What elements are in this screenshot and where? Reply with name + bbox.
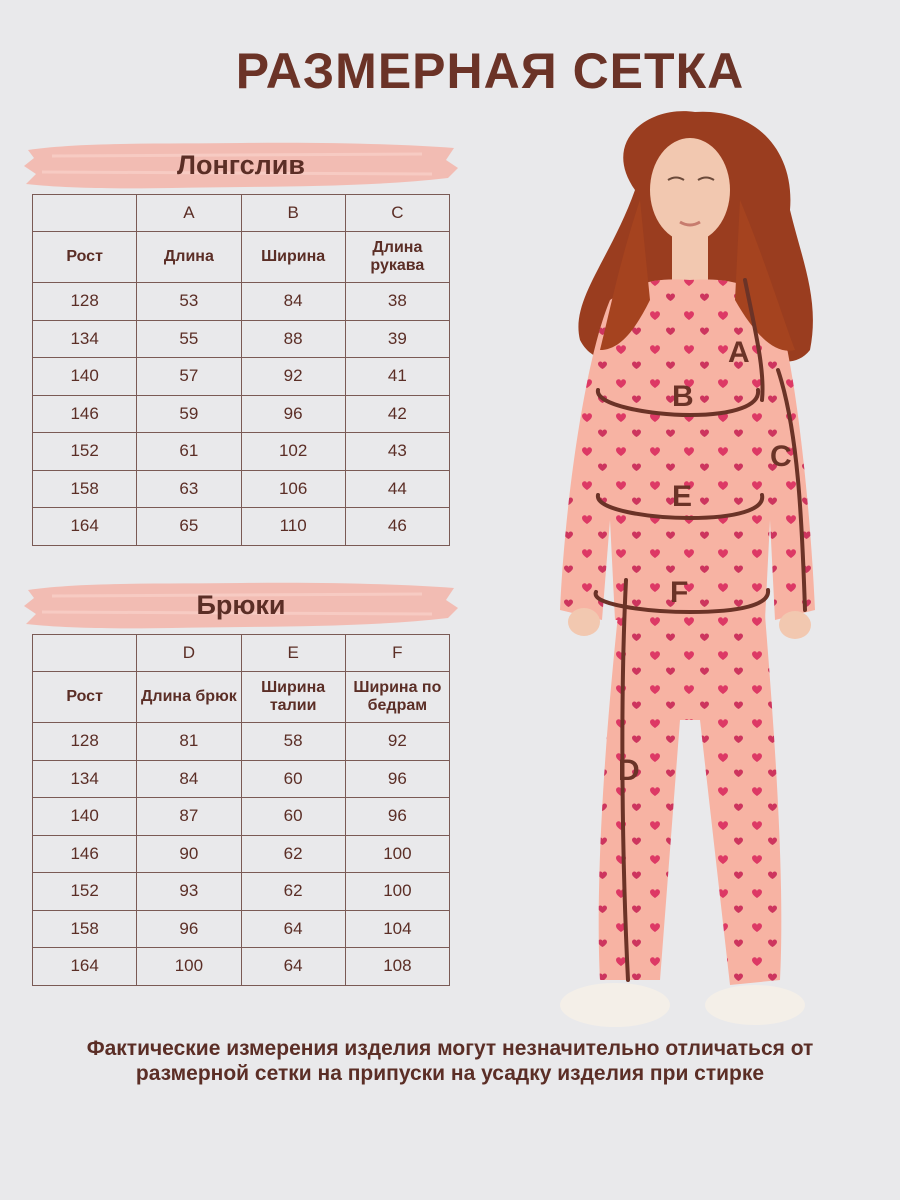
table-cell: 90 — [137, 835, 241, 873]
letter-cell: F — [345, 635, 449, 672]
table-cell: 39 — [345, 320, 449, 358]
table-cell: 100 — [345, 835, 449, 873]
table-row — [33, 508, 450, 546]
table-row — [33, 948, 450, 986]
measure-f-label: F — [670, 576, 689, 609]
table-cell: 64 — [241, 948, 345, 986]
table-cell: 38 — [345, 283, 449, 321]
letter-cell: D — [137, 635, 241, 672]
table-cell: 128 — [33, 723, 137, 761]
table-letter-row — [33, 195, 450, 232]
table-cell: 84 — [137, 760, 241, 798]
column-header: Ширина — [241, 232, 345, 283]
table-cell: 128 — [33, 283, 137, 321]
table-cell: 140 — [33, 798, 137, 836]
table-cell: 110 — [241, 508, 345, 546]
table-cell: 61 — [137, 433, 241, 471]
table-cell: 152 — [33, 433, 137, 471]
letter-cell — [33, 195, 137, 232]
table-cell: 57 — [137, 358, 241, 396]
table-cell: 84 — [241, 283, 345, 321]
letter-cell: B — [241, 195, 345, 232]
table-cell: 64 — [241, 910, 345, 948]
measure-d-label: D — [618, 754, 640, 787]
table-row — [33, 320, 450, 358]
table-row — [33, 835, 450, 873]
table-cell: 62 — [241, 873, 345, 911]
table-cell: 60 — [241, 798, 345, 836]
pants-title: Брюки — [196, 590, 286, 620]
letter-cell — [33, 635, 137, 672]
letter-cell: E — [241, 635, 345, 672]
page-title: РАЗМЕРНАЯ СЕТКА — [235, 43, 745, 99]
table-cell: 96 — [345, 798, 449, 836]
table-cell: 42 — [345, 395, 449, 433]
column-header: Рост — [33, 672, 137, 723]
pants-section — [32, 578, 450, 976]
table-cell: 41 — [345, 358, 449, 396]
column-header: Длина — [137, 232, 241, 283]
table-cell: 164 — [33, 948, 137, 986]
table-cell: 102 — [241, 433, 345, 471]
table-cell: 43 — [345, 433, 449, 471]
table-cell: 158 — [33, 910, 137, 948]
table-cell: 100 — [345, 873, 449, 911]
table-cell: 62 — [241, 835, 345, 873]
letter-cell: C — [345, 195, 449, 232]
measure-a-label: A — [728, 336, 750, 369]
table-cell: 93 — [137, 873, 241, 911]
table-cell: 152 — [33, 873, 137, 911]
table-cell: 63 — [137, 470, 241, 508]
table-cell: 59 — [137, 395, 241, 433]
column-header: Длина рукава — [345, 232, 449, 283]
table-cell: 81 — [137, 723, 241, 761]
table-cell: 140 — [33, 358, 137, 396]
longsleeve-title: Лонгслив — [177, 150, 305, 180]
table-cell: 46 — [345, 508, 449, 546]
pants-size-table — [32, 634, 450, 986]
table-row — [33, 760, 450, 798]
table-cell: 60 — [241, 760, 345, 798]
table-header-row — [33, 672, 450, 723]
table-header-row — [33, 232, 450, 283]
longsleeve-size-table — [32, 194, 450, 546]
column-header: Ширина по бедрам — [345, 672, 449, 723]
table-row — [33, 358, 450, 396]
table-cell: 96 — [345, 760, 449, 798]
table-cell: 146 — [33, 835, 137, 873]
measure-b-label: B — [672, 380, 694, 413]
table-cell: 65 — [137, 508, 241, 546]
table-cell: 55 — [137, 320, 241, 358]
column-header: Ширина талии — [241, 672, 345, 723]
table-cell: 100 — [137, 948, 241, 986]
table-row — [33, 433, 450, 471]
measure-e-label: E — [672, 480, 693, 513]
disclaimer-note: Фактические измерения изделия могут незначительно отличаться от размерной сетки на припуски на усадку изделия при стирке — [86, 1037, 814, 1085]
model-illustration — [540, 100, 900, 1040]
table-row — [33, 873, 450, 911]
table-cell: 88 — [241, 320, 345, 358]
table-row — [33, 395, 450, 433]
table-cell: 92 — [241, 358, 345, 396]
table-cell: 44 — [345, 470, 449, 508]
table-row — [33, 723, 450, 761]
table-row — [33, 798, 450, 836]
model-figure — [540, 100, 900, 1040]
table-cell: 96 — [241, 395, 345, 433]
slipper — [705, 985, 805, 1025]
table-cell: 53 — [137, 283, 241, 321]
table-letter-row — [33, 635, 450, 672]
column-header: Рост — [33, 232, 137, 283]
table-cell: 164 — [33, 508, 137, 546]
letter-cell: A — [137, 195, 241, 232]
table-cell: 158 — [33, 470, 137, 508]
table-cell: 134 — [33, 320, 137, 358]
table-row — [33, 283, 450, 321]
measure-c-label: C — [770, 440, 792, 473]
table-cell: 92 — [345, 723, 449, 761]
slipper — [560, 983, 670, 1027]
table-row — [33, 910, 450, 948]
table-cell: 87 — [137, 798, 241, 836]
table-cell: 104 — [345, 910, 449, 948]
table-cell: 146 — [33, 395, 137, 433]
table-cell: 58 — [241, 723, 345, 761]
table-cell: 96 — [137, 910, 241, 948]
longsleeve-section — [32, 138, 450, 536]
column-header: Длина брюк — [137, 672, 241, 723]
table-cell: 134 — [33, 760, 137, 798]
table-row — [33, 470, 450, 508]
table-cell: 108 — [345, 948, 449, 986]
table-cell: 106 — [241, 470, 345, 508]
